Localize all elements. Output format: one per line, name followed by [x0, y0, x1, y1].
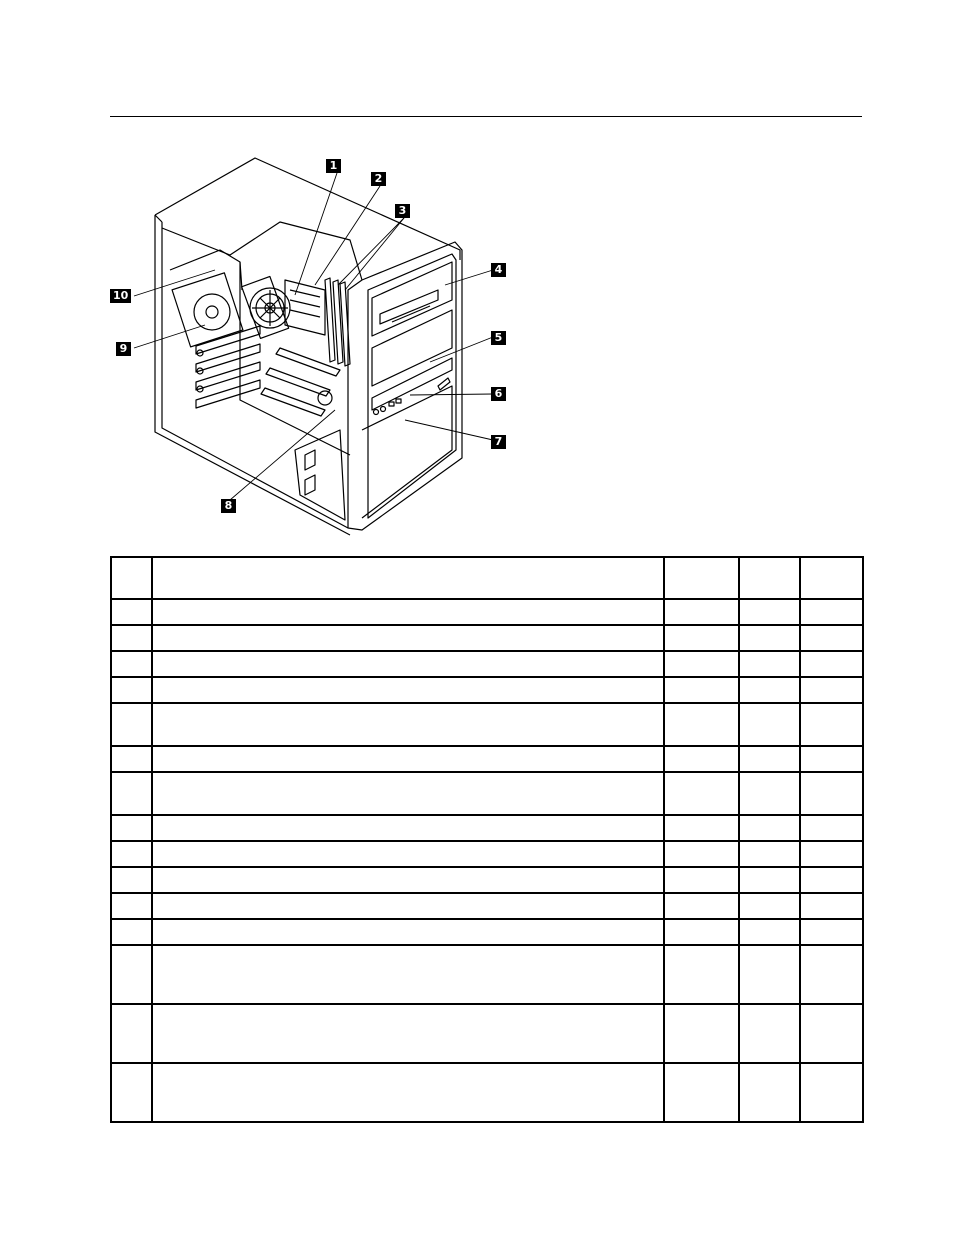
table-cell [664, 1004, 739, 1063]
table-cell [111, 815, 152, 841]
table-header-cell [739, 557, 800, 599]
table-cell [152, 746, 664, 772]
callout-4: 4 [491, 263, 506, 277]
table-row [111, 677, 863, 703]
table-cell [111, 1063, 152, 1122]
callout-5: 5 [491, 331, 506, 345]
table-cell [739, 815, 800, 841]
callout-3: 3 [395, 204, 410, 218]
table-cell [800, 893, 863, 919]
table-cell [664, 893, 739, 919]
table-cell [739, 1063, 800, 1122]
table-cell [800, 625, 863, 651]
table-cell [111, 1004, 152, 1063]
table-cell [739, 867, 800, 893]
table-cell [664, 651, 739, 677]
table-row [111, 1063, 863, 1122]
callout-8: 8 [221, 499, 236, 513]
table-cell [152, 599, 664, 625]
table-cell [152, 919, 664, 945]
table-cell [152, 703, 664, 746]
table-cell [664, 703, 739, 746]
table-cell [739, 772, 800, 815]
table-row [111, 841, 863, 867]
table-header-cell [111, 557, 152, 599]
table-row [111, 867, 863, 893]
table-row [111, 945, 863, 1004]
table-cell [739, 746, 800, 772]
callout-2: 2 [371, 172, 386, 186]
table-cell [152, 815, 664, 841]
table-cell [111, 772, 152, 815]
table-cell [800, 1063, 863, 1122]
table-cell [739, 625, 800, 651]
table-cell [664, 677, 739, 703]
table-cell [111, 703, 152, 746]
table-cell [111, 841, 152, 867]
table-row [111, 625, 863, 651]
table-row [111, 599, 863, 625]
table-cell [739, 703, 800, 746]
table-cell [111, 945, 152, 1004]
table-row [111, 893, 863, 919]
table-header-cell [800, 557, 863, 599]
table-cell [739, 893, 800, 919]
table-cell [664, 919, 739, 945]
callout-1: 1 [326, 159, 341, 173]
table-cell [800, 945, 863, 1004]
table-cell [111, 625, 152, 651]
callout-7: 7 [491, 435, 506, 449]
table-cell [664, 815, 739, 841]
table-cell [111, 651, 152, 677]
table-cell [800, 772, 863, 815]
table-cell [800, 677, 863, 703]
table-cell [664, 1063, 739, 1122]
table-cell [800, 651, 863, 677]
table-cell [664, 625, 739, 651]
table-row [111, 772, 863, 815]
table-cell [111, 919, 152, 945]
table-cell [800, 703, 863, 746]
table-cell [152, 677, 664, 703]
table-cell [111, 867, 152, 893]
callout-6: 6 [491, 387, 506, 401]
table-cell [800, 599, 863, 625]
table-cell [664, 841, 739, 867]
table-cell [111, 746, 152, 772]
table-row [111, 746, 863, 772]
table-cell [800, 841, 863, 867]
table-cell [111, 893, 152, 919]
table-cell [739, 919, 800, 945]
table-cell [664, 772, 739, 815]
table-cell [739, 841, 800, 867]
table-cell [152, 1004, 664, 1063]
callout-9: 9 [116, 342, 131, 356]
table-cell [800, 919, 863, 945]
table-cell [800, 815, 863, 841]
exploded-view-figure [100, 150, 530, 550]
table-cell [739, 1004, 800, 1063]
table-cell [111, 677, 152, 703]
callout-10: 10 [110, 289, 131, 303]
computer-chassis-illustration [100, 150, 530, 550]
table-header-cell [152, 557, 664, 599]
table-cell [152, 651, 664, 677]
table-row [111, 1004, 863, 1063]
table-row [111, 651, 863, 677]
table-header-row [111, 557, 863, 599]
table-cell [664, 599, 739, 625]
table-cell [152, 893, 664, 919]
parts-table [110, 556, 864, 1123]
table-header-cell [664, 557, 739, 599]
table-cell [664, 746, 739, 772]
table-cell [800, 746, 863, 772]
table-cell [152, 945, 664, 1004]
header-rule [110, 116, 862, 117]
table-cell [739, 945, 800, 1004]
table-cell [152, 1063, 664, 1122]
table-cell [111, 599, 152, 625]
table-cell [152, 867, 664, 893]
table-cell [800, 867, 863, 893]
table-cell [664, 945, 739, 1004]
table-cell [152, 841, 664, 867]
table-cell [800, 1004, 863, 1063]
table-row [111, 703, 863, 746]
table-row [111, 815, 863, 841]
table-cell [739, 677, 800, 703]
table-cell [152, 772, 664, 815]
table-cell [739, 599, 800, 625]
table-cell [664, 867, 739, 893]
table-cell [152, 625, 664, 651]
table-cell [739, 651, 800, 677]
table-row [111, 919, 863, 945]
